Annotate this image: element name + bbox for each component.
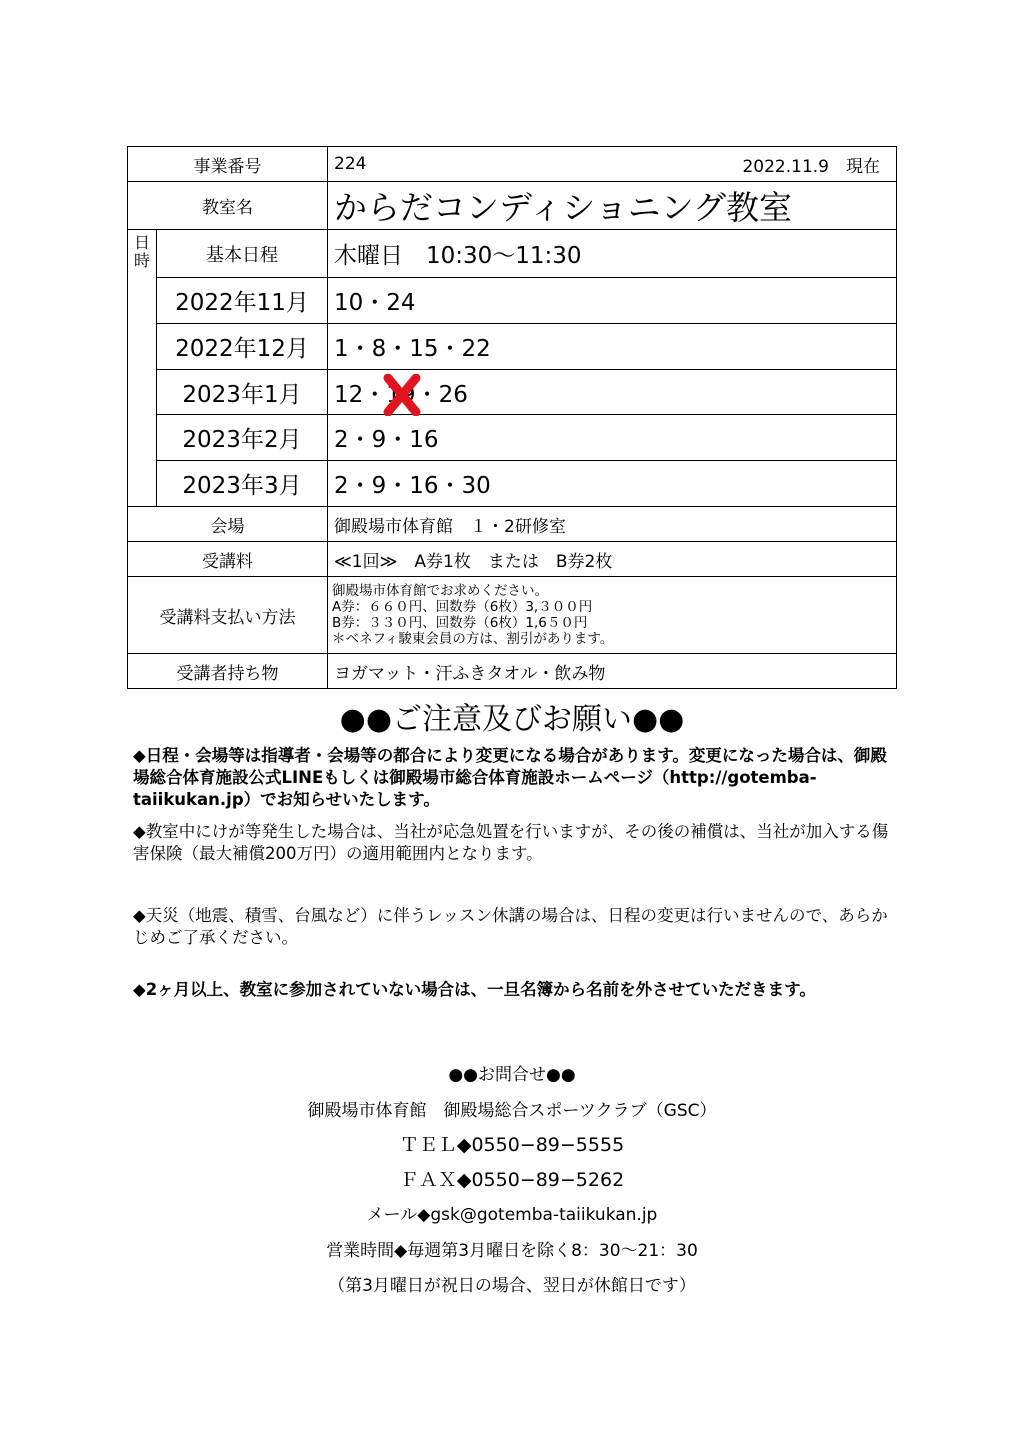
fee-label: 受講料: [128, 542, 328, 577]
notice-heading: ●●ご注意及びお願い●●: [339, 702, 685, 737]
month-dates: 12・19 ・26: [328, 370, 897, 415]
basic-schedule: 木曜日 10:30〜11:30: [328, 230, 897, 278]
notice-paragraph: ◆教室中にけが等発生した場合は、当社が応急処置を行いますが、その後の補償は、当社が加入する傷害保険（最大補償200万円）の適用範囲内となります。: [133, 822, 889, 863]
contact-fax: ＦＡＸ◆0550−89−5262: [399, 1169, 625, 1191]
class-info-table: [127, 146, 897, 689]
month-label: 2022年12月: [157, 324, 328, 370]
datetime-label: 日 時: [128, 230, 157, 507]
notice-paragraph: ◆天災（地震、積雪、台風など）に伴うレッスン休講の場合は、日程の変更は行いませんので、あらかじめご了承ください。: [133, 906, 888, 947]
month-dates: 2・9・16: [328, 415, 897, 461]
month-label: 2023年2月: [157, 415, 328, 461]
month-label: 2023年3月: [157, 461, 328, 507]
payment-details: 御殿場市体育館でお求めください。 A券：６６０円、回数券（6枚）3,３００円 B券：３３０円、回数券（6枚）1,6５０円 ＊ベネフィ駿東会員の方は、割引があります。: [328, 577, 897, 654]
business-no: 224: [334, 154, 367, 174]
contact-heading: ●●お問合せ●●: [448, 1065, 576, 1085]
contact-mail: メール◆gsk@gotemba-taiikukan.jp: [366, 1205, 658, 1225]
belongings: ヨガマット・汗ふきタオル・飲み物: [328, 654, 897, 689]
month-dates: 10・24: [328, 278, 897, 324]
cancelled-date: 19: [386, 382, 415, 408]
contact-org: 御殿場市体育館 御殿場総合スポーツクラブ（GSC）: [307, 1101, 717, 1121]
contact-note: （第3月曜日が祝日の場合、翌日が休館日です）: [328, 1276, 696, 1296]
month-dates: 2・9・16・30: [328, 461, 897, 507]
contact-hours: 営業時間◆毎週第3月曜日を除く8：30〜21：30: [326, 1241, 698, 1261]
basic-schedule-label: 基本日程: [157, 230, 328, 278]
cancel-x-icon: [382, 374, 422, 416]
payment-label: 受講料支払い方法: [128, 577, 328, 654]
notice-paragraph: ◆2ヶ月以上、教室に参加されていない場合は、一旦名簿から名前を外させていただきます。: [133, 980, 816, 999]
notice-paragraph: ◆日程・会場等は指導者・会場等の都合により変更になる場合があります。変更になった場合は、御殿場総合体育施設公式LINEもしくは御殿場市総合体育施設ホームページ（http://gotemba-taiikukan.jp）でお知らせいたします。: [133, 746, 887, 809]
class-name-label: 教室名: [128, 182, 328, 230]
business-no-label: 事業番号: [128, 147, 328, 182]
month-label: 2022年11月: [157, 278, 328, 324]
venue: 御殿場市体育館 １・2研修室: [328, 507, 897, 542]
month-label: 2023年1月: [157, 370, 328, 415]
belongings-label: 受講者持ち物: [128, 654, 328, 689]
contact-tel: ＴＥＬ◆0550−89−5555: [399, 1134, 625, 1156]
venue-label: 会場: [128, 507, 328, 542]
fee: ≪1回≫ A券1枚 または B券2枚: [328, 542, 897, 577]
month-dates: 1・8・15・22: [328, 324, 897, 370]
class-name: からだコンディショニング教室: [328, 182, 897, 230]
business-no-cell: [328, 147, 897, 182]
as-of-date: 2022.11.9 現在: [742, 156, 880, 177]
